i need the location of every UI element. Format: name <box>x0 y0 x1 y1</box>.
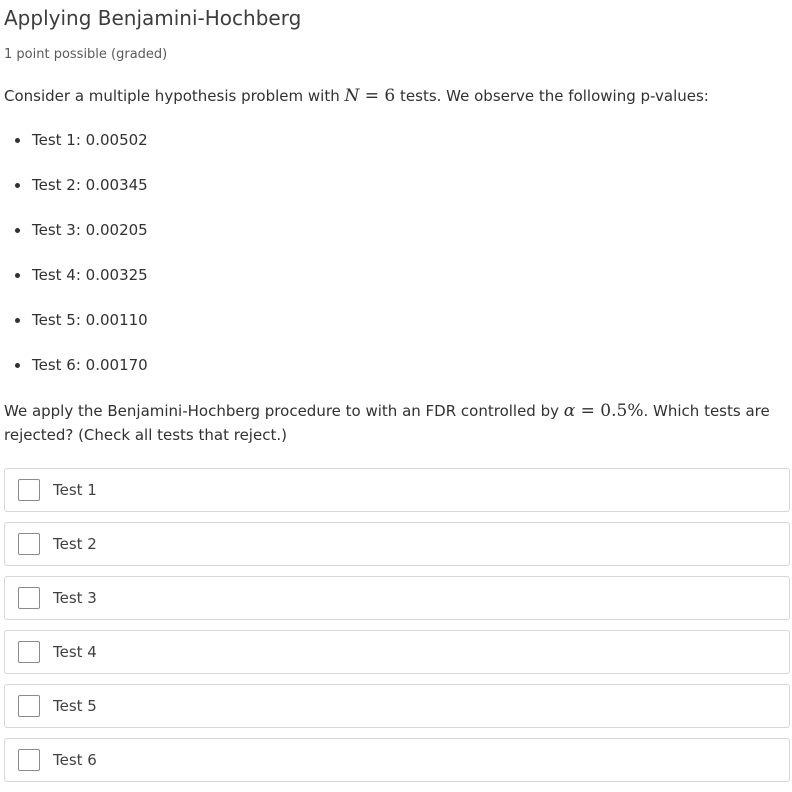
choice-test-5[interactable] <box>4 684 790 728</box>
checkbox-test-6[interactable] <box>18 749 40 771</box>
pvalue-list <box>0 128 148 398</box>
pvalue-item: Test 5: 0.00110 <box>0 308 148 353</box>
intro-text-start: Consider a multiple hypothesis problem with <box>4 87 345 105</box>
choice-test-3[interactable] <box>4 576 790 620</box>
problem-title: Applying Benjamini-Hochberg <box>4 6 302 30</box>
choice-label: Test 1 <box>53 481 97 499</box>
pvalue-item: Test 3: 0.00205 <box>0 218 148 263</box>
checkbox-test-4[interactable] <box>18 641 40 663</box>
question-text-end: . Which tests are rejected? (Check all tests that reject.) <box>4 402 770 444</box>
choice-label: Test 6 <box>53 751 97 769</box>
intro-text-end: tests. We observe the following p-values: <box>395 87 709 105</box>
math-variable: α <box>563 401 576 421</box>
choice-list <box>4 468 790 792</box>
math-variable: N <box>344 86 360 106</box>
pvalue-item: Test 6: 0.00170 <box>0 353 148 398</box>
checkbox-test-1[interactable] <box>18 479 40 501</box>
question-text <box>4 399 790 447</box>
choice-test-1[interactable] <box>4 468 790 512</box>
choice-label: Test 3 <box>53 589 97 607</box>
checkbox-test-2[interactable] <box>18 533 40 555</box>
math-expression-n <box>345 86 396 106</box>
choice-label: Test 5 <box>53 697 97 715</box>
choice-test-6[interactable] <box>4 738 790 782</box>
choice-label: Test 4 <box>53 643 97 661</box>
math-expression-alpha <box>564 401 644 421</box>
choice-test-2[interactable] <box>4 522 790 566</box>
checkbox-test-5[interactable] <box>18 695 40 717</box>
pvalue-item: Test 2: 0.00345 <box>0 173 148 218</box>
choice-label: Test 2 <box>53 535 97 553</box>
points-possible: 1 point possible (graded) <box>4 47 168 62</box>
pvalue-item: Test 1: 0.00502 <box>0 128 148 173</box>
question-text-start: We apply the Benjamini-Hochberg procedure to with an FDR controlled by <box>4 402 564 420</box>
math-value: = 0.5% <box>575 401 644 421</box>
checkbox-test-3[interactable] <box>18 587 40 609</box>
problem-intro <box>4 84 709 108</box>
choice-test-4[interactable] <box>4 630 790 674</box>
pvalue-item: Test 4: 0.00325 <box>0 263 148 308</box>
math-value: = 6 <box>359 86 396 106</box>
